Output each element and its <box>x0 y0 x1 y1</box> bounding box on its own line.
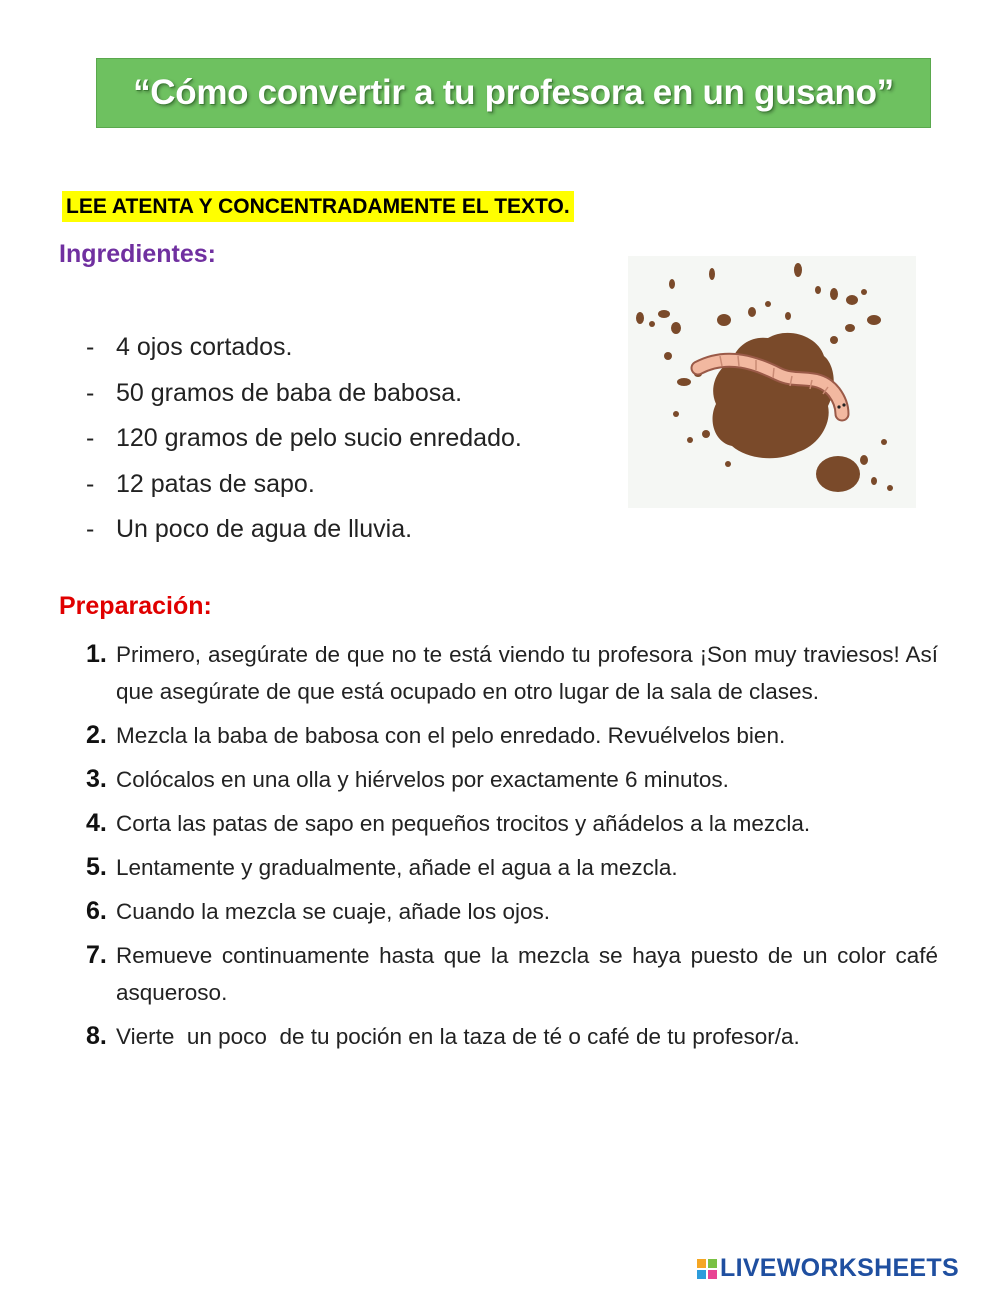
preparation-step <box>86 937 938 1011</box>
ingredients-heading: Ingredientes: <box>59 240 216 268</box>
preparation-step <box>86 1018 938 1055</box>
preparation-step <box>86 849 938 886</box>
step-text: Primero, asegúrate de que no te está viendo tu profesora ¡Son muy traviesos! Así que asegúrate de que está ocupado en otro lugar de la sala de clases. <box>116 642 938 704</box>
step-number: 4. <box>86 809 107 837</box>
ingredient-item <box>86 325 522 371</box>
step-number: 1. <box>86 640 107 668</box>
cubes-icon <box>697 1259 717 1279</box>
list-dash: - <box>86 333 95 362</box>
brand-name: LIVEWORKSHEETS <box>720 1254 959 1282</box>
step-number: 5. <box>86 853 107 881</box>
reading-instruction: LEE ATENTA Y CONCENTRADAMENTE EL TEXTO. <box>62 191 574 222</box>
ingredients-list <box>86 325 522 553</box>
preparation-step <box>86 893 938 930</box>
ingredient-text: 50 gramos de baba de babosa. <box>116 378 463 407</box>
step-number: 8. <box>86 1022 107 1050</box>
ingredient-item <box>86 371 522 417</box>
preparation-step <box>86 717 938 754</box>
step-number: 7. <box>86 941 107 969</box>
step-number: 6. <box>86 897 107 925</box>
step-text: Colócalos en una olla y hiérvelos por exactamente 6 minutos. <box>116 767 729 792</box>
page-title: “Cómo convertir a tu profesora en un gusano” <box>133 73 894 112</box>
ingredient-text: 120 gramos de pelo sucio enredado. <box>116 424 522 453</box>
title-banner <box>96 58 931 128</box>
list-dash: - <box>86 424 95 453</box>
ingredient-item <box>86 507 522 553</box>
liveworksheets-logo <box>697 1254 959 1283</box>
step-number: 2. <box>86 721 107 749</box>
ingredient-text: Un poco de agua de lluvia. <box>116 515 413 544</box>
ingredient-text: 12 patas de sapo. <box>116 469 315 498</box>
preparation-step <box>86 636 938 710</box>
step-number: 3. <box>86 765 107 793</box>
step-text: Corta las patas de sapo en pequeños trocitos y añádelos a la mezcla. <box>116 811 811 836</box>
step-text: Vierte un poco de tu poción en la taza de té o café de tu profesor/a. <box>116 1024 800 1049</box>
step-text: Remueve continuamente hasta que la mezcla se haya puesto de un color café asqueroso. <box>116 943 938 1005</box>
worm-in-mud-icon <box>628 256 916 508</box>
ingredient-item <box>86 416 522 462</box>
list-dash: - <box>86 515 95 544</box>
ingredient-text: 4 ojos cortados. <box>116 333 293 362</box>
step-text: Mezcla la baba de babosa con el pelo enredado. Revuélvelos bien. <box>116 723 786 748</box>
preparation-steps <box>86 636 938 1062</box>
step-text: Cuando la mezcla se cuaje, añade los ojos. <box>116 899 551 924</box>
preparation-step <box>86 805 938 842</box>
list-dash: - <box>86 469 95 498</box>
step-text: Lentamente y gradualmente, añade el agua a la mezcla. <box>116 855 678 880</box>
list-dash: - <box>86 378 95 407</box>
preparation-heading: Preparación: <box>59 592 212 620</box>
ingredient-item <box>86 462 522 508</box>
preparation-step <box>86 761 938 798</box>
